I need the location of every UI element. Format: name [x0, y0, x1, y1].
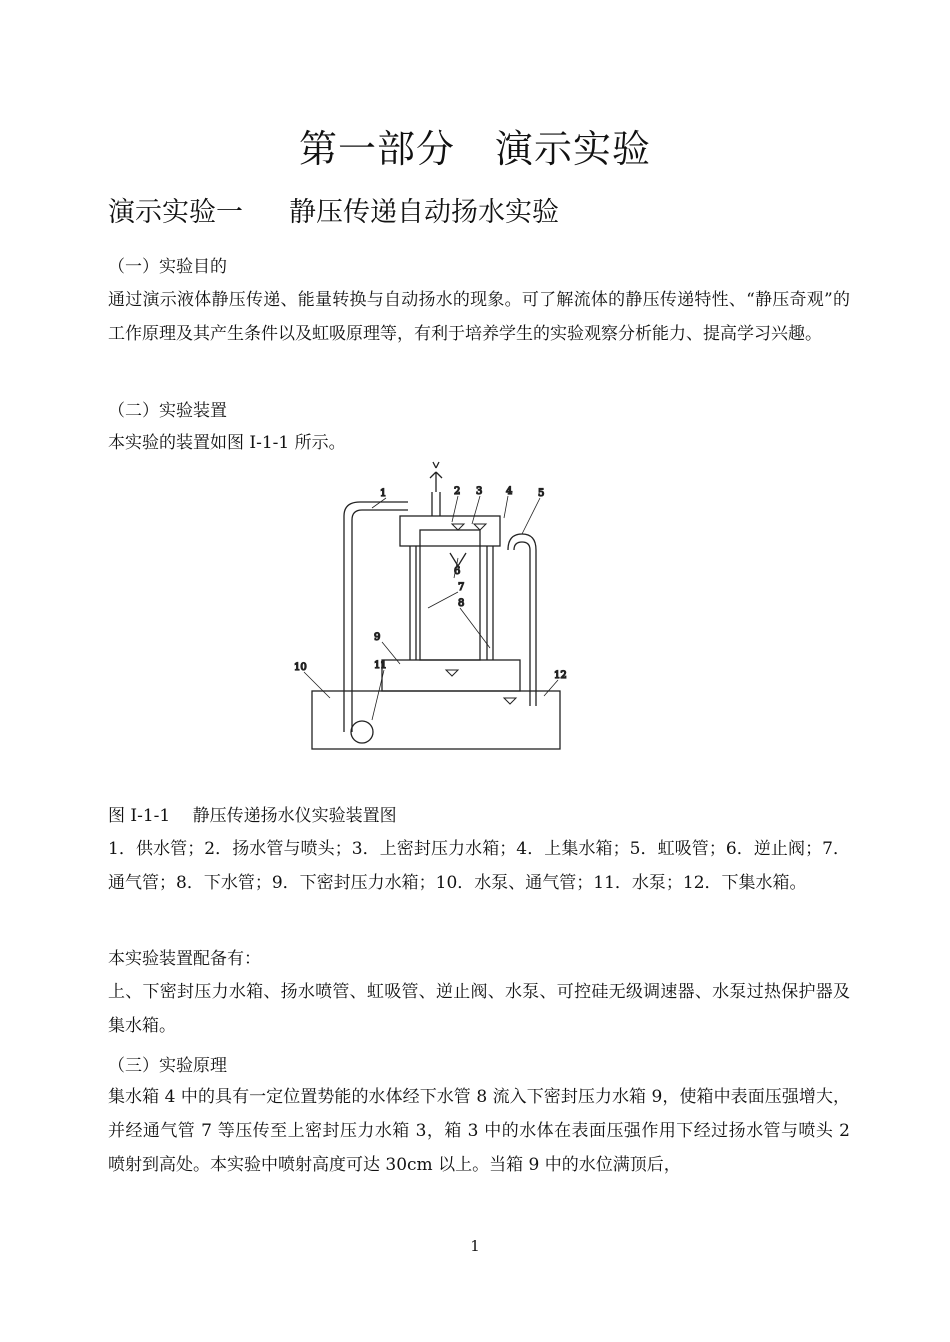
upper-sealed-tank: [420, 530, 480, 660]
upper-collecting-tank: [400, 516, 500, 546]
figure-caption: 图 I-1-1 静压传递扬水仪实验装置图: [108, 806, 397, 826]
siphon-pipe: [508, 534, 536, 706]
supply-pipe: [344, 502, 408, 732]
pump: [351, 721, 373, 743]
equipment-text: 上、下密封压力水箱、扬水喷管、虹吸管、逆止阀、水泵、可控硅无级调速器、水泵过热保护器及集水箱。: [108, 982, 850, 1036]
down-pipe: [487, 546, 493, 660]
lower-collecting-tank: [312, 691, 560, 749]
figure-label-8: 8: [458, 598, 465, 609]
figure-label-6: 6: [454, 566, 461, 577]
experiment-name: 静压传递自动扬水实验: [289, 197, 559, 228]
figure-label-11: 11: [374, 660, 387, 671]
nozzle-pipe: [432, 492, 440, 516]
apparatus-intro: 本实验的装置如图 I-1-1 所示。: [108, 433, 346, 453]
part-title: [0, 118, 950, 173]
principle-text: 集水箱 4 中的具有一定位置势能的水体经下水管 8 流入下密封压力水箱 9，使箱中表面压强增大，并经通气管 7 等压传至上密封压力水箱 3，箱 3 中的水体在表面压强作用下经过扬水管与喷头 2 喷射到高处。本实验中喷射高度可达 30cm 以上。当箱 9 中的水位满顶后，: [108, 1087, 850, 1175]
figure-label-3: 3: [476, 486, 483, 497]
apparatus-heading: （二）实验装置: [108, 401, 227, 421]
page-number: 1: [470, 1237, 480, 1255]
figure-label-1: 1: [380, 488, 387, 499]
figure-label-5: 5: [538, 488, 545, 499]
figure-legend: 1．供水管；2．扬水管与喷头；3．上密封压力水箱；4．上集水箱；5．虹吸管；6．逆止阀；7．通气管；8．下水管；9．下密封压力水箱；10．水泵、通气管；11．水泵；12．下集水箱。: [108, 839, 850, 893]
principle-heading: （三）实验原理: [108, 1056, 227, 1076]
part-subtitle-text: 演示实验: [495, 127, 652, 171]
figure-label-10: 10: [294, 662, 307, 673]
purpose-heading: （一）实验目的: [108, 257, 227, 277]
figure-label-7: 7: [458, 582, 465, 593]
equipment-heading: 本实验装置配备有：: [108, 949, 261, 969]
apparatus-diagram: [282, 458, 582, 758]
vent-pipe: [410, 546, 416, 660]
purpose-text: 通过演示液体静压传递、能量转换与自动扬水的现象。可了解流体的静压传递特性、“静压奇观”的工作原理及其产生条件以及虹吸原理等，有利于培养学生的实验观察分析能力、提高学习兴趣。: [108, 290, 850, 344]
figure-label-4: 4: [506, 486, 513, 497]
figure-label-2: 2: [454, 486, 461, 497]
figure-label-12: 12: [554, 670, 567, 681]
water-level-markers: [446, 524, 516, 704]
experiment-label: 演示实验一: [108, 197, 243, 228]
experiment-title: [108, 190, 559, 229]
part-title-text: 第一部分: [298, 127, 455, 171]
figure-label-9: 9: [374, 632, 381, 643]
fountain-jet: [430, 462, 442, 492]
